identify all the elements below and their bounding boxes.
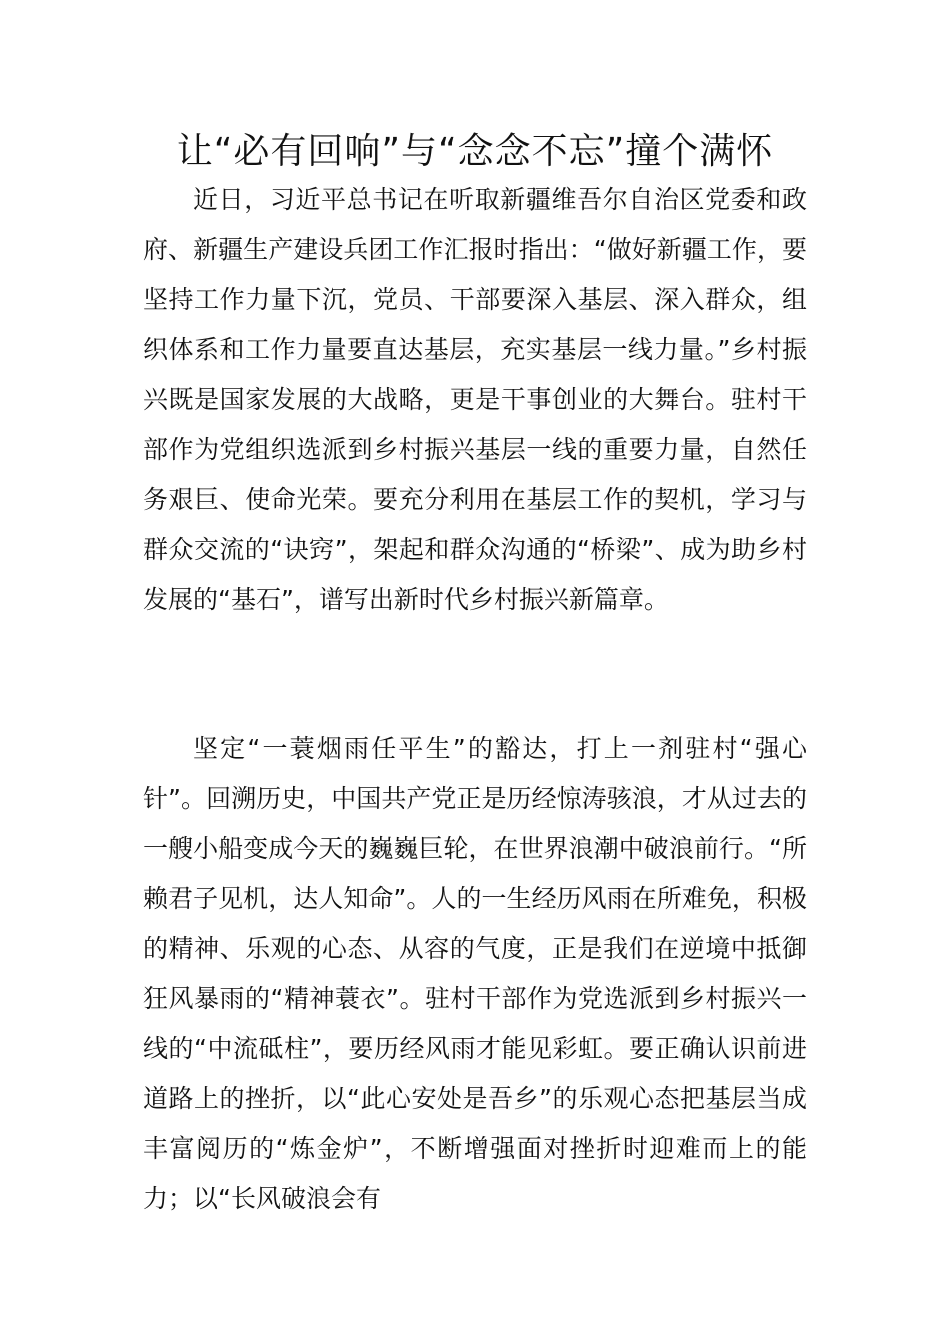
paragraph-section-one: 坚定“一蓑烟雨任平生”的豁达，打上一剂驻村“强心针”。回溯历史，中国共产党正是历经惊涛骇浪，才从过去的一艘小船变成今天的巍巍巨轮，在世界浪潮中破浪前行。“所赖君子见机，达人知命”。人的一生经历风雨在所难免，积极的精神、乐观的心态、从容的气度，正是我们在逆境中抵御狂风暴雨的“精神蓑衣”。驻村干部作为党选派到乡村振兴一线的“中流砥柱”，要历经风雨才能见彩虹。要正确认识前进道路上的挫折，以“此心安处是吾乡”的乐观心态把基层当成丰富阅历的“炼金炉”，不断增强面对挫折时迎难而上的能力；以“长风破浪会有: [143, 734, 807, 1213]
document-title: 让“必有回响”与“念念不忘”撞个满怀: [176, 131, 774, 172]
paragraph-intro: 近日，习近平总书记在听取新疆维吾尔自治区党委和政府、新疆生产建设兵团工作汇报时指出：“做好新疆工作，要坚持工作力量下沉，党员、干部要深入基层、深入群众，组织体系和工作力量要直达基层，充实基层一线力量。”乡村振兴既是国家发展的大战略，更是干事创业的大舞台。驻村干部作为党组织选派到乡村振兴基层一线的重要力量，自然任务艰巨、使命光荣。要充分利用在基层工作的契机，学习与群众交流的“诀窍”，架起和群众沟通的“桥梁”、成为助乡村发展的“基石”，谱写出新时代乡村振兴新篇章。: [143, 185, 807, 614]
